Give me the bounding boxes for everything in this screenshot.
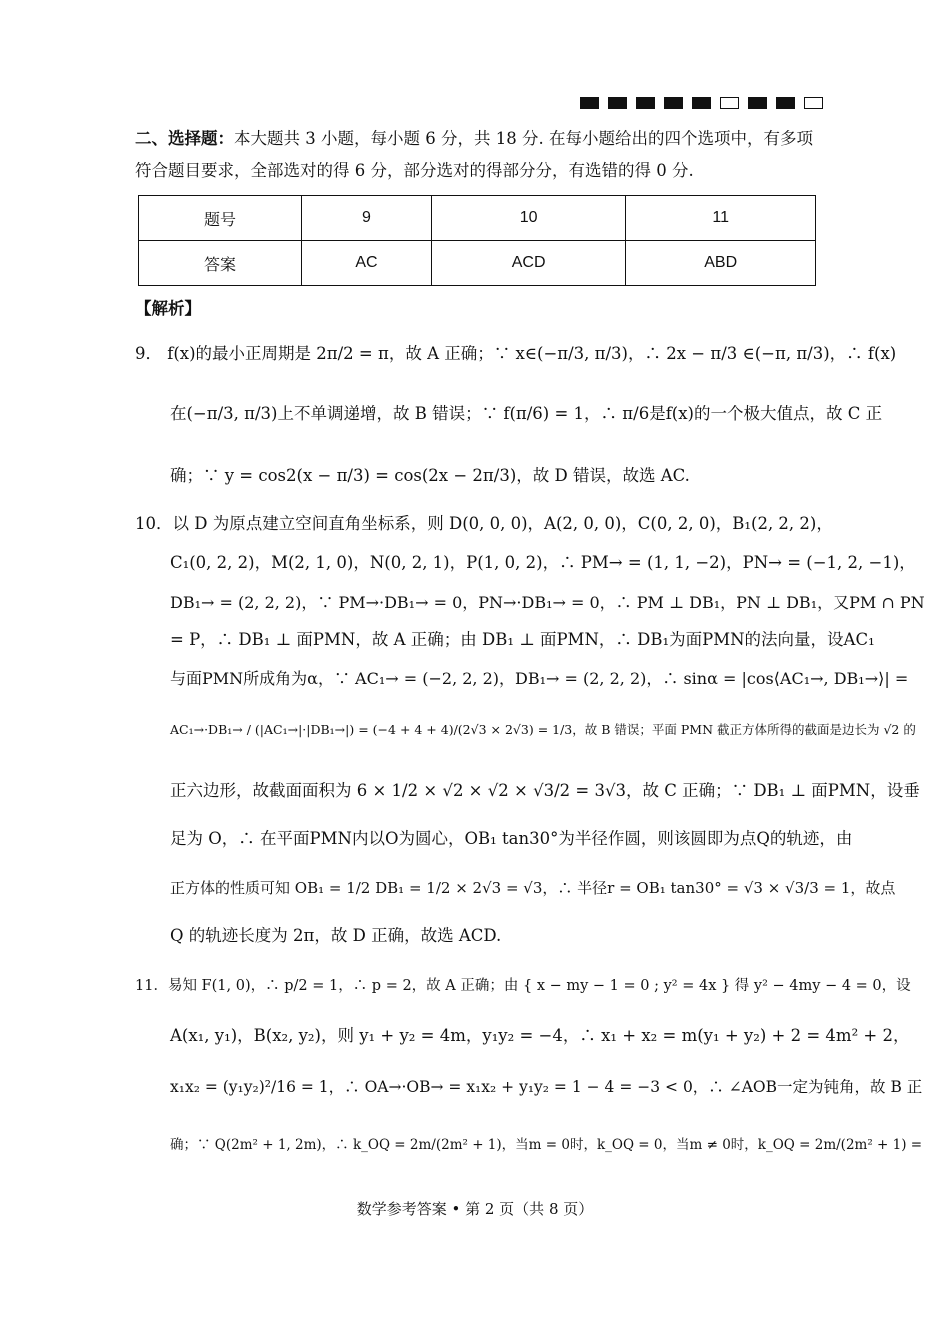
- section-intro-text: 本大题共 3 小题，每小题 6 分，共 18 分. 在每小题给出的四个选项中，有多项: [234, 129, 813, 148]
- q11-line: 11．易知 F(1, 0)，∴ p/2 = 1，∴ p = 2，故 A 正确；由 { x − my − 1 = 0 ; y² = 4x } 得 y² − 4my − 4 = 0，设: [135, 978, 911, 994]
- q9-line: 9． f(x)的最小正周期是 2π/2 = π，故 A 正确；∵ x∈(−π/3, π/3)，∴ 2x − π/3 ∈(−π, π/3)，∴ f(x): [135, 344, 897, 363]
- q9-line: 确；∵ y = cos2(x − π/3) = cos(2x − 2π/3)，故 D 错误，故选 AC.: [170, 466, 690, 485]
- answer-cell: ACD: [431, 241, 625, 286]
- marker-square: [580, 97, 599, 109]
- q11-line: x₁x₂ = (y₁y₂)²/16 = 1，∴ OA→·OB→ = x₁x₂ + y₁y₂ = 1 − 4 = −3 < 0，∴ ∠AOB一定为钝角，故 B 正: [170, 1078, 923, 1096]
- q10-line: 与面PMN所成角为α，∵ AC₁→ = (−2, 2, 2)，DB₁→ = (2, 2, 2)，∴ sinα = |cos⟨AC₁→, DB₁→⟩| =: [170, 669, 909, 688]
- marker-square: [776, 97, 795, 109]
- marker-square: [608, 97, 627, 109]
- analysis-label: 【解析】: [135, 299, 201, 318]
- q9-line: 在(−π/3, π/3)上不单调递增，故 B 错误；∵ f(π/6) = 1，∴ π/6是f(x)的一个极大值点，故 C 正: [170, 404, 883, 423]
- section-title: 二、选择题：: [135, 129, 234, 148]
- q11-line: 确；∵ Q(2m² + 1, 2m)，∴ k_OQ = 2m/(2m² + 1)，当m = 0时，k_OQ = 0，当m ≠ 0时，k_OQ = 2m/(2m² + 1) =: [170, 1137, 923, 1153]
- q10-line: 正方体的性质可知 OB₁ = 1/2 DB₁ = 1/2 × 2√3 = √3，∴ 半径r = OB₁ tan30° = √3 × √3/3 = 1，故点: [170, 879, 896, 897]
- q10-line: AC₁→·DB₁→ / (|AC₁→|·|DB₁→|) = (−4 + 4 + 4)/(2√3 × 2√3) = 1/3，故 B 错误；平面 PMN 截正方体所得的截面是边长为 √2 的: [170, 722, 916, 737]
- marker-square: [748, 97, 767, 109]
- q10-line: 正六边形，故截面面积为 6 × 1/2 × √2 × √2 × √3/2 = 3√3，故 C 正确；∵ DB₁ ⊥ 面PMN，设垂: [170, 781, 920, 800]
- question-number-cell: 11: [626, 196, 816, 241]
- table-row: [139, 241, 816, 286]
- q10-line: 足为 O，∴ 在平面PMN内以O为圆心，OB₁ tan30°为半径作圆，则该圆即为点Q的轨迹，由: [170, 829, 853, 848]
- answer-cell: ABD: [626, 241, 816, 286]
- q10-line: C₁(0, 2, 2)，M(2, 1, 0)，N(0, 2, 1)，P(1, 0, 2)，∴ PM→ = (1, 1, −2)，PN→ = (−1, 2, −1)，: [170, 553, 916, 572]
- q10-line: Q 的轨迹长度为 2π，故 D 正确，故选 ACD.: [170, 926, 502, 945]
- marker-square-hollow: [804, 97, 823, 109]
- marker-square: [636, 97, 655, 109]
- marker-square-hollow: [720, 97, 739, 109]
- q10-line: 10．以 D 为原点建立空间直角坐标系，则 D(0, 0, 0)，A(2, 0, 0)，C(0, 2, 0)，B₁(2, 2, 2)，: [135, 514, 833, 533]
- table-header-cell: 答案: [139, 241, 302, 286]
- q11-line: A(x₁, y₁)，B(x₂, y₂)，则 y₁ + y₂ = 4m，y₁y₂ = −4，∴ x₁ + x₂ = m(y₁ + y₂) + 2 = 4m² + 2，: [170, 1026, 910, 1045]
- section-intro-line-2: 符合题目要求，全部选对的得 6 分，部分选对的得部分分，有选错的得 0 分.: [135, 161, 694, 180]
- table-header-cell: 题号: [139, 196, 302, 241]
- question-number-cell: 10: [431, 196, 625, 241]
- q10-line: DB₁→ = (2, 2, 2)，∵ PM→·DB₁→ = 0，PN→·DB₁→ = 0，∴ PM ⊥ DB₁，PN ⊥ DB₁，又PM ∩ PN: [170, 593, 925, 612]
- marker-square: [664, 97, 683, 109]
- table-row: [139, 196, 816, 241]
- page-marker-strip: [580, 97, 823, 109]
- page-footer: 数学参考答案 • 第 2 页（共 8 页）: [356, 1200, 594, 1218]
- section-intro-line-1: [135, 128, 813, 150]
- answer-table: [138, 195, 816, 286]
- answer-cell: AC: [302, 241, 432, 286]
- question-number-cell: 9: [302, 196, 432, 241]
- q10-line: = P，∴ DB₁ ⊥ 面PMN，故 A 正确；由 DB₁ ⊥ 面PMN，∴ DB₁为面PMN的法向量，设AC₁: [170, 630, 875, 649]
- marker-square: [692, 97, 711, 109]
